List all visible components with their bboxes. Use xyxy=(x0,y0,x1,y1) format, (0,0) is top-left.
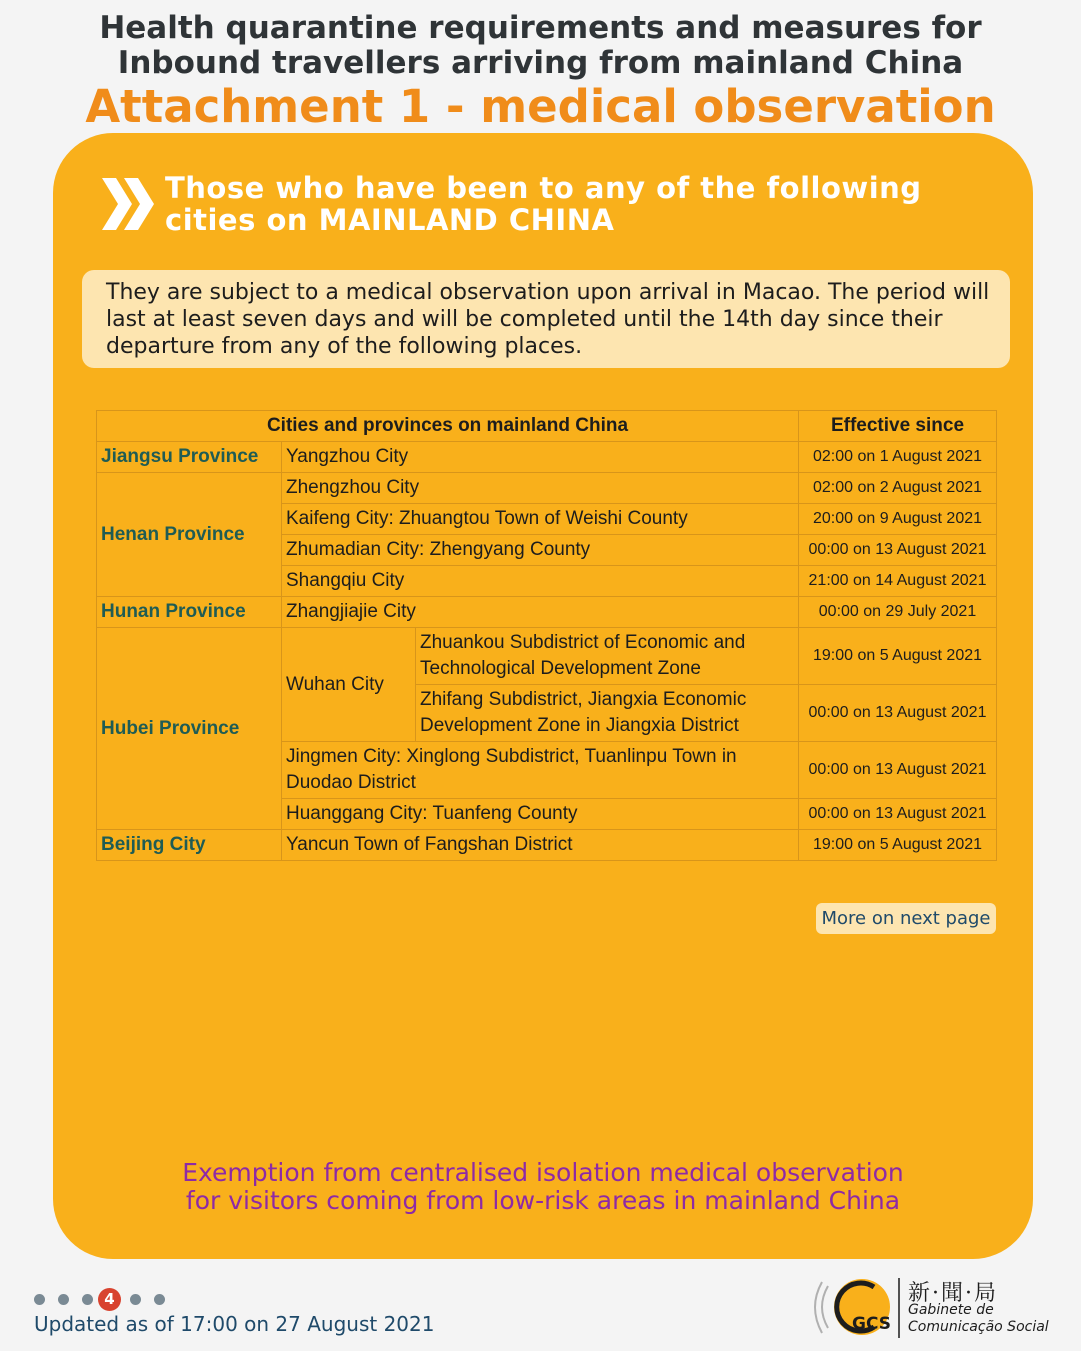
logo-pt-line-2: Comunicação Social xyxy=(908,1319,1049,1335)
city-cell: Zhumadian City: Zhengyang County xyxy=(282,535,799,566)
date-cell: 00:00 on 13 August 2021 xyxy=(799,799,997,830)
page-dot[interactable] xyxy=(34,1294,45,1305)
district-cell: Zhifang Subdistrict, Jiangxia Economic Development Zone in Jiangxia District xyxy=(416,685,799,742)
section-heading-line-2: cities on MAINLAND CHINA xyxy=(165,203,615,237)
city-cell: Huanggang City: Tuanfeng County xyxy=(282,799,799,830)
page-dot[interactable] xyxy=(82,1294,93,1305)
city-cell: Yangzhou City xyxy=(282,442,799,473)
svg-text:GCS: GCS xyxy=(852,1314,891,1334)
city-cell: Kaifeng City: Zhuangtou Town of Weishi County xyxy=(282,504,799,535)
page-title-line-1: Health quarantine requirements and measures for xyxy=(99,10,982,46)
cities-table xyxy=(96,410,997,861)
observation-note xyxy=(82,270,1010,368)
date-cell: 19:00 on 5 August 2021 xyxy=(799,628,997,685)
attachment-title: Attachment 1 - medical observation xyxy=(85,80,996,133)
table-row xyxy=(97,830,997,861)
date-cell: 00:00 on 13 August 2021 xyxy=(799,742,997,799)
page-dot[interactable] xyxy=(130,1294,141,1305)
date-cell: 02:00 on 1 August 2021 xyxy=(799,442,997,473)
table-row xyxy=(97,442,997,473)
date-cell: 00:00 on 13 August 2021 xyxy=(799,535,997,566)
double-chevron-right-icon xyxy=(100,174,160,234)
logo-chinese-text: 新·聞·局 xyxy=(908,1281,998,1306)
district-cell: Zhuankou Subdistrict of Economic and Technological Development Zone xyxy=(416,628,799,685)
city-cell: Wuhan City xyxy=(282,628,416,742)
table-row xyxy=(97,473,997,504)
city-cell: Yancun Town of Fangshan District xyxy=(282,830,799,861)
date-cell: 02:00 on 2 August 2021 xyxy=(799,473,997,504)
updated-timestamp: Updated as of 17:00 on 27 August 2021 xyxy=(34,1312,435,1336)
page-dot[interactable] xyxy=(58,1294,69,1305)
date-cell: 00:00 on 13 August 2021 xyxy=(799,685,997,742)
province-cell: Hubei Province xyxy=(97,628,282,830)
city-cell: Shangqiu City xyxy=(282,566,799,597)
date-cell: 19:00 on 5 August 2021 xyxy=(799,830,997,861)
table-row xyxy=(97,628,997,685)
table-row xyxy=(97,597,997,628)
province-cell: Beijing City xyxy=(97,830,282,861)
province-cell: Henan Province xyxy=(97,473,282,597)
exemption-link[interactable] xyxy=(53,1159,1033,1215)
date-cell: 20:00 on 9 August 2021 xyxy=(799,504,997,535)
section-heading-line-1: Those who have been to any of the following xyxy=(165,171,922,205)
section-heading xyxy=(165,172,965,236)
city-cell: Zhangjiajie City xyxy=(282,597,799,628)
exemption-line-1: Exemption from centralised isolation medical observation xyxy=(182,1158,904,1187)
city-cell: Jingmen City: Xinglong Subdistrict, Tuanlinpu Town in Duodao District xyxy=(282,742,799,799)
page-title-line-2: Inbound travellers arriving from mainland China xyxy=(117,45,964,81)
more-on-next-page-button[interactable]: More on next page xyxy=(816,903,996,934)
logo-portuguese-text xyxy=(908,1302,1049,1336)
exemption-line-2: for visitors coming from low-risk areas in mainland China xyxy=(185,1186,901,1215)
city-cell: Zhengzhou City xyxy=(282,473,799,504)
page-dot-active[interactable]: 4 xyxy=(98,1288,121,1311)
logo-pt-line-1: Gabinete de xyxy=(908,1302,994,1318)
date-cell: 21:00 on 14 August 2021 xyxy=(799,566,997,597)
province-cell: Jiangsu Province xyxy=(97,442,282,473)
province-cell: Hunan Province xyxy=(97,597,282,628)
page-dot[interactable] xyxy=(154,1294,165,1305)
date-cell: 00:00 on 29 July 2021 xyxy=(799,597,997,628)
observation-note-text: They are subject to a medical observation upon arrival in Macao. The period will last at least seven days and will be completed until the 14th day since their departure from any of the following places. xyxy=(106,280,990,359)
table-header-row xyxy=(97,411,997,442)
column-header-cities: Cities and provinces on mainland China xyxy=(97,411,799,442)
column-header-effective: Effective since xyxy=(799,411,997,442)
